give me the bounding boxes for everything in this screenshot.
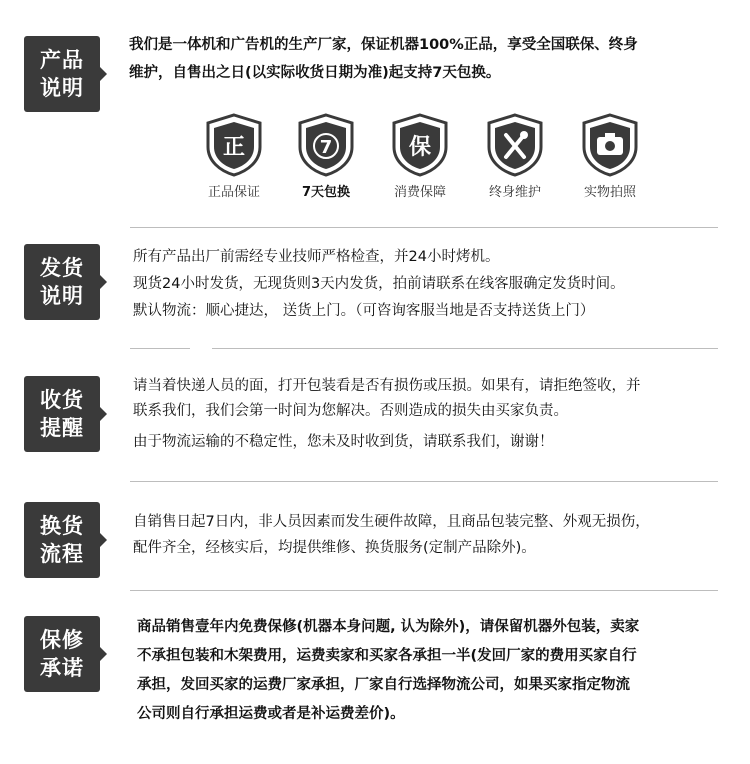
label-line-2: 提醒 bbox=[40, 416, 84, 440]
warranty-text-line-3: 承担，发回买家的运费厂家承担，厂家自行选择物流公司，如果买家指定物流 bbox=[137, 677, 630, 693]
badge-photo bbox=[572, 113, 648, 200]
receiving-text-line-2: 联系我们，我们会第一时间为您解决。否则造成的损失由买家负责。 bbox=[133, 403, 568, 419]
shield-seven-icon bbox=[297, 113, 355, 177]
section-label-exchange bbox=[24, 502, 100, 578]
svg-text:保: 保 bbox=[408, 135, 432, 160]
badge-7day bbox=[288, 113, 364, 200]
section-label-receiving bbox=[24, 376, 100, 452]
section-label-warranty bbox=[24, 616, 100, 692]
label-line-1: 产品 bbox=[40, 48, 84, 72]
badge-maintenance bbox=[477, 113, 553, 200]
shield-tools-icon bbox=[486, 113, 544, 177]
divider bbox=[130, 481, 718, 482]
label-line-1: 换货 bbox=[40, 514, 84, 538]
warranty-text-line-1: 商品销售壹年内免费保修(机器本身问题, 认为除外)，请保留机器外包装，卖家 bbox=[137, 619, 640, 635]
divider bbox=[130, 348, 190, 349]
shipping-text-line-1: 所有产品出厂前需经专业技师严格检查，并24小时烤机。 bbox=[133, 249, 500, 265]
shield-zheng-icon bbox=[205, 113, 263, 177]
label-line-2: 流程 bbox=[40, 542, 84, 566]
label-line-1: 发货 bbox=[40, 256, 84, 280]
badge-guarantee bbox=[382, 113, 458, 200]
section-label-product bbox=[24, 36, 100, 112]
product-text-line-1: 我们是一体机和广告机的生产厂家，保证机器100%正品，享受全国联保、终身 bbox=[129, 37, 638, 53]
receiving-text-line-1: 请当着快递人员的面，打开包装看是否有损伤或压损。如果有，请拒绝签收，并 bbox=[133, 378, 641, 394]
badge-authentic bbox=[196, 113, 272, 200]
svg-text:7: 7 bbox=[319, 137, 333, 158]
badge-caption: 消费保障 bbox=[393, 185, 446, 200]
shipping-text-line-3: 默认物流：顺心捷达， 送货上门。（可咨询客服当地是否支持送货上门） bbox=[133, 303, 595, 319]
badge-caption: 终身维护 bbox=[488, 185, 541, 200]
badge-caption: 正品保证 bbox=[207, 185, 260, 200]
warranty-text-line-2: 不承担包装和木架费用，运费卖家和买家各承担一半(发回厂家的费用买家自行 bbox=[137, 648, 637, 664]
badge-caption: 实物拍照 bbox=[583, 185, 636, 200]
section-label-shipping bbox=[24, 244, 100, 320]
warranty-text-line-4: 公司则自行承担运费或者是补运费差价)。 bbox=[137, 706, 405, 722]
label-line-2: 承诺 bbox=[40, 656, 84, 680]
shield-camera-icon bbox=[581, 113, 639, 177]
exchange-text-line-2: 配件齐全，经核实后，均提供维修、换货服务(定制产品除外)。 bbox=[133, 540, 536, 556]
exchange-text-line-1: 自销售日起7日内，非人员因素而发生硬件故障，且商品包装完整、外观无损伤， bbox=[133, 514, 650, 530]
divider bbox=[212, 348, 718, 349]
divider bbox=[130, 227, 718, 228]
label-line-2: 说明 bbox=[40, 76, 84, 100]
product-text-line-2: 维护，自售出之日(以实际收货日期为准)起支持7天包换。 bbox=[129, 65, 501, 81]
divider bbox=[130, 590, 718, 591]
label-line-2: 说明 bbox=[40, 284, 84, 308]
shipping-text-line-2: 现货24小时发货，无现货则3天内发货，拍前请联系在线客服确定发货时间。 bbox=[133, 276, 625, 292]
badge-caption: 7天包换 bbox=[301, 185, 351, 200]
label-line-1: 保修 bbox=[40, 628, 84, 652]
receiving-text-line-3: 由于物流运输的不稳定性，您未及时收到货，请联系我们，谢谢！ bbox=[133, 434, 554, 450]
label-line-1: 收货 bbox=[40, 388, 84, 412]
shield-bao-icon bbox=[391, 113, 449, 177]
svg-text:正: 正 bbox=[222, 135, 246, 160]
